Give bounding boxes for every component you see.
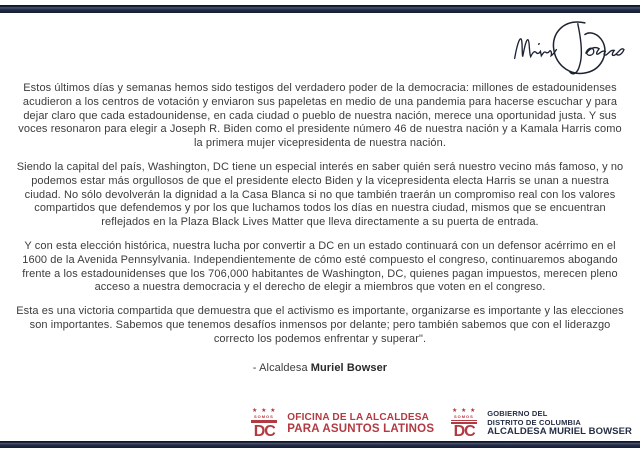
dc-letters: DC bbox=[453, 423, 475, 440]
dc-government-logo bbox=[446, 408, 632, 440]
government-line1: GOBIERNO DEL bbox=[487, 408, 548, 418]
paragraph-1: Estos últimos días y semanas hemos sido testigos del verdadero poder de la democracia: millones de estadounidenses acudieron a los centros de votación y enviaron sus papeletas en medio de una pandemia para hacerse escuchar y para dejar claro que cada estadounidense, en cada ciudad o pueblo de nuestra nación, merece una oportunidad justa. Y sus voces resonaron para elegir a Joseph R. Biden como el presidente número 46 de nuestra nación y a Kamala Harris como la primera mujer vicepresidenta de nuestra nación. bbox=[18, 82, 622, 150]
latino-office-wordmark bbox=[287, 412, 434, 437]
latino-office-line1: OFICINA DE LA ALCALDESA bbox=[287, 411, 430, 423]
letter-body bbox=[16, 82, 624, 375]
dc-flag-stars-icon: ★ ★ ★ bbox=[252, 408, 277, 415]
somos-dc-flag-mark bbox=[246, 408, 282, 440]
somos-label: SOMOS bbox=[254, 414, 275, 419]
signoff-title: - Alcaldesa bbox=[252, 361, 308, 374]
dc-flag-stars-icon: ★ ★ ★ bbox=[451, 408, 477, 414]
paragraph-4: Esta es una victoria compartida que demuestra que el activismo es importante, organizarse es importante y las elecciones son importantes. Sabemos que tenemos desafíos inmensos por delante; pero también sabemos que con el liderazgo correcto los podemos enfrentar y superar". bbox=[16, 305, 624, 345]
government-line3: ALCALDESA MURIEL BOWSER bbox=[487, 426, 632, 438]
muriel-bowser-signature bbox=[508, 14, 628, 78]
somos-label: SOMOS bbox=[454, 414, 475, 419]
dc-letters: DC bbox=[253, 422, 275, 440]
latino-affairs-office-logo bbox=[246, 408, 434, 440]
signoff-line bbox=[16, 362, 624, 376]
signoff-name: Muriel Bowser bbox=[310, 361, 388, 374]
government-wordmark bbox=[487, 410, 632, 438]
dc-flag-bar bbox=[451, 420, 477, 422]
footer-logos bbox=[246, 408, 632, 440]
top-divider-rule bbox=[0, 5, 640, 13]
latino-office-line2: PARA ASUNTOS LATINOS bbox=[287, 423, 435, 436]
bottom-divider-rule bbox=[0, 441, 640, 448]
paragraph-2: Siendo la capital del país, Washington, DC tiene un especial interés en saber quién será nuestro vecino más famoso, y no podemos estar más orgullosos de que el presidente electo Biden y la vicepresidenta electa Harris se unan a nuestra ciudad. No sólo devolverán la dignidad a la Casa Blanca si no que también traerán un compromiso real con los valores compartidos que defendemos y por los que luchamos todos los días en nuestra ciudad, mismos que se encuentran reflejados en la Plaza Black Lives Matter que lleva directamente a su puerta de entrada. bbox=[16, 160, 624, 229]
government-line2: DISTRITO DE COLUMBIA bbox=[487, 417, 582, 427]
gov-dc-flag-mark bbox=[446, 408, 482, 440]
paragraph-3: Y con esta elección histórica, nuestra lucha por convertir a DC en un estado continuará con un defensor acérrimo en el 1600 de la Avenida Pennsylvania. Independientemente de cómo esté compuesto el congreso, continuaremos abogando frente a los estadounidenses que los 706,000 habitantes de Washington, DC, quienes pagan impuestos, merecen pleno acceso a nuestra democracia y el derecho de elegir a miembros que voten en el congreso. bbox=[22, 239, 618, 294]
